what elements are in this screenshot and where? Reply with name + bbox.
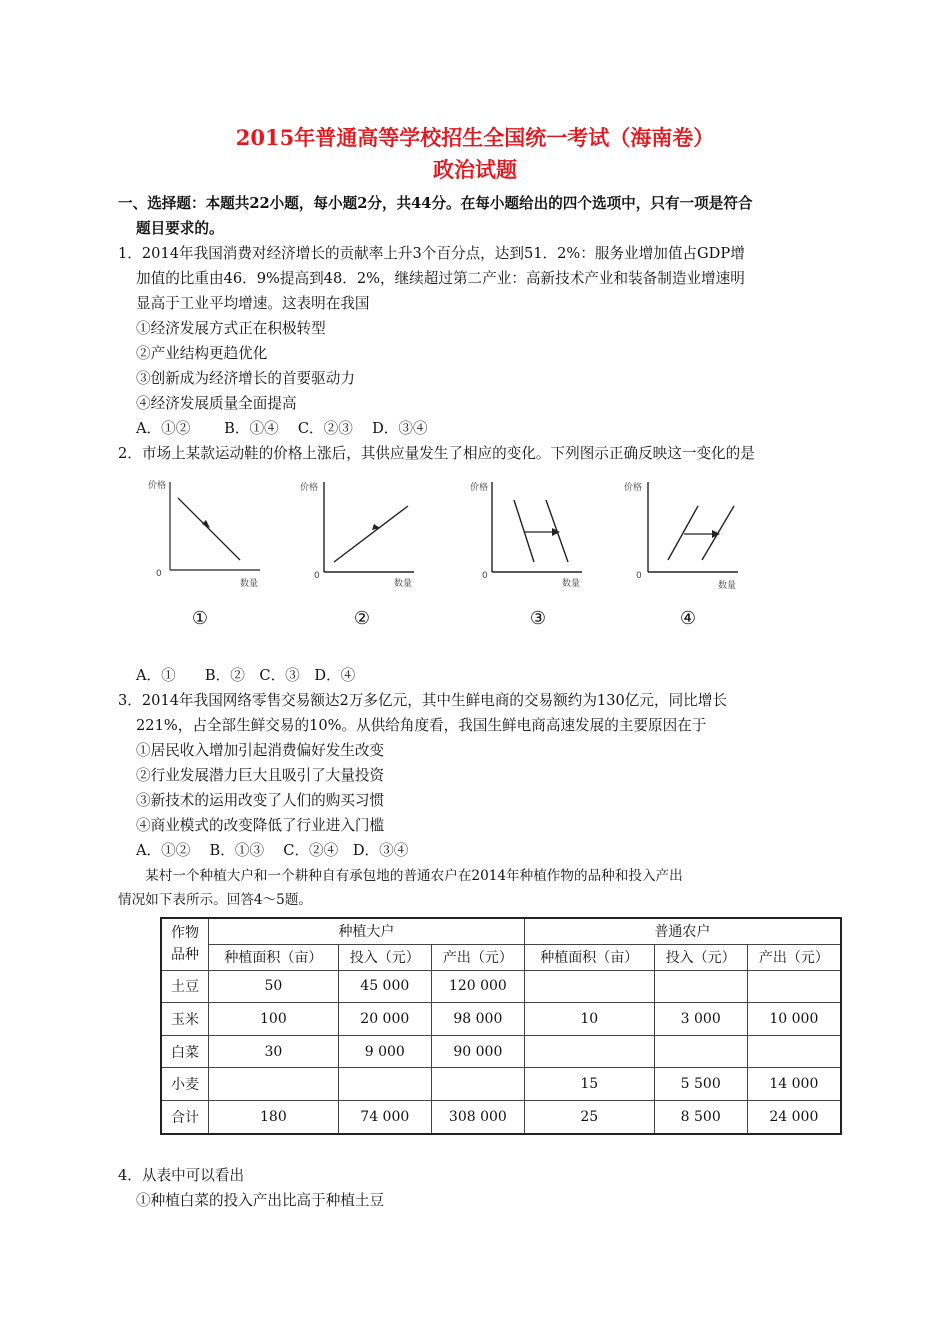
q2-chart-1 — [148, 478, 268, 592]
table-row — [161, 970, 841, 1003]
sub-header: 种植面积（亩） — [524, 944, 654, 970]
table-cell — [338, 1068, 431, 1101]
table-cell: 3 000 — [654, 1003, 747, 1036]
table-cell: 24 000 — [747, 1101, 841, 1134]
table-cell: 15 — [524, 1068, 654, 1101]
x-axis-label: 数量 — [240, 579, 259, 589]
table-row — [161, 1068, 841, 1101]
arrow-head — [372, 524, 380, 530]
q1-option-1: ①经济发展方式正在积极转型 — [136, 320, 326, 337]
q3-option-2: ②行业发展潜力巨大且吸引了大量投资 — [136, 767, 385, 784]
intro45-line1: 某村一个种植大户和一个耕种自有承包地的普通农户在2014年种植作物的品种和投入产出 — [118, 868, 683, 884]
y-axis-label: 价格 — [470, 483, 489, 493]
q2-chart-3 — [470, 478, 590, 592]
demand-curve — [178, 498, 240, 560]
q2-chart-4 — [624, 478, 744, 592]
sub-header: 产出（元） — [747, 944, 841, 970]
table-cell: 50 — [209, 970, 339, 1003]
table-cell: 8 500 — [654, 1101, 747, 1134]
table-row-total — [161, 1101, 841, 1134]
q2-line1: 2．市场上某款运动鞋的价格上涨后，其供应量发生了相应的变化。下列图示正确反映这一变化的是 — [118, 445, 755, 462]
table-row — [161, 1035, 841, 1068]
table-cell — [209, 1068, 339, 1101]
curve-original — [514, 500, 534, 562]
sub-header: 产出（元） — [431, 944, 524, 970]
q1-line1: 1．2014年我国消费对经济增长的贡献率上升3个百分点，达到51．2%：服务业增加值占GDP增 — [118, 245, 745, 262]
table-cell: 30 — [209, 1035, 339, 1068]
group-header-large-farmer: 种植大户 — [209, 918, 525, 944]
q2-chart-1-caption: ① — [191, 608, 209, 629]
table-cell: 25 — [524, 1101, 654, 1134]
table-cell: 120 000 — [431, 970, 524, 1003]
table-cell: 308 000 — [431, 1101, 524, 1134]
table-cell: 90 000 — [431, 1035, 524, 1068]
sub-header: 投入（元） — [338, 944, 431, 970]
section-heading-line2: 题目要求的。 — [136, 220, 224, 237]
q1-option-2: ②产业结构更趋优化 — [136, 345, 268, 362]
q1-answers: A．①② B．①④ C．②③ D．③④ — [136, 420, 428, 437]
y-axis-label: 价格 — [624, 483, 643, 493]
origin-label: 0 — [314, 571, 320, 581]
curve-original — [668, 506, 698, 560]
x-axis-label: 数量 — [394, 579, 413, 589]
crop-name: 白菜 — [161, 1035, 209, 1068]
table-cell: 10 — [524, 1003, 654, 1036]
table-cell: 5 500 — [654, 1068, 747, 1101]
q2-chart-4-caption: ④ — [679, 608, 697, 629]
q2-chart-3-caption: ③ — [529, 608, 547, 629]
q2-chart-2-caption: ② — [353, 608, 371, 629]
section-heading-line1: 一、选择题：本题共22小题，每小题2分，共44分。在每小题给出的四个选项中，只有一项是符合 — [118, 195, 753, 212]
crop-table — [160, 917, 842, 1135]
intro45-line2: 情况如下表所示。回答4～5题。 — [118, 892, 313, 908]
q3-line2: 221%，占全部生鲜交易的10%。从供给角度看，我国生鲜电商高速发展的主要原因在于 — [136, 717, 707, 734]
y-axis-label: 价格 — [148, 481, 167, 491]
origin-label: 0 — [636, 571, 642, 581]
table-cell — [524, 970, 654, 1003]
exam-subtitle: 政治试题 — [433, 157, 517, 182]
crop-name: 合计 — [161, 1101, 209, 1134]
crop-name: 小麦 — [161, 1068, 209, 1101]
y-axis-label: 价格 — [300, 483, 319, 493]
table-row — [161, 1003, 841, 1036]
table-cell: 14 000 — [747, 1068, 841, 1101]
table-cell: 45 000 — [338, 970, 431, 1003]
table-cell: 9 000 — [338, 1035, 431, 1068]
table-cell — [747, 970, 841, 1003]
table-cell: 98 000 — [431, 1003, 524, 1036]
q1-line2: 加值的比重由46．9%提高到48．2%，继续超过第二产业：高新技术产业和装备制造业增速明 — [136, 270, 745, 287]
q3-option-3: ③新技术的运用改变了人们的购买习惯 — [136, 792, 385, 809]
supply-curve — [334, 506, 408, 562]
origin-label: 0 — [482, 571, 488, 581]
q3-option-4: ④商业模式的改变降低了行业进入门槛 — [136, 817, 385, 834]
q4-option-1: ①种植白菜的投入产出比高于种植土豆 — [136, 1192, 385, 1209]
x-axis-label: 数量 — [718, 581, 737, 591]
table-cell: 100 — [209, 1003, 339, 1036]
q3-option-1: ①居民收入增加引起消费偏好发生改变 — [136, 742, 385, 759]
q1-option-4: ④经济发展质量全面提高 — [136, 395, 297, 412]
table-cell — [431, 1068, 524, 1101]
q3-line1: 3．2014年我国网络零售交易额达2万多亿元，其中生鲜电商的交易额约为130亿元，同比增长 — [118, 692, 727, 709]
q2-answers: A．① B．② C．③ D．④ — [136, 667, 356, 684]
table-cell: 74 000 — [338, 1101, 431, 1134]
table-cell — [654, 1035, 747, 1068]
crop-name: 土豆 — [161, 970, 209, 1003]
origin-label: 0 — [156, 569, 162, 579]
q4-line1: 4．从表中可以看出 — [118, 1167, 245, 1184]
group-header-ordinary-farmer: 普通农户 — [524, 918, 841, 944]
sub-header: 种植面积（亩） — [209, 944, 339, 970]
q3-answers: A．①② B．①③ C．②④ D．③④ — [136, 842, 409, 859]
exam-title: 2015年普通高等学校招生全国统一考试（海南卷） — [235, 125, 715, 150]
table-cell: 180 — [209, 1101, 339, 1134]
sub-header: 投入（元） — [654, 944, 747, 970]
table-cell — [654, 970, 747, 1003]
table-corner-header: 作物 品种 — [161, 918, 209, 970]
q1-option-3: ③创新成为经济增长的首要驱动力 — [136, 370, 355, 387]
q1-line3: 显高于工业平均增速。这表明在我国 — [136, 295, 370, 312]
table-cell: 10 000 — [747, 1003, 841, 1036]
x-axis-label: 数量 — [562, 579, 581, 589]
table-cell — [747, 1035, 841, 1068]
crop-name: 玉米 — [161, 1003, 209, 1036]
table-cell: 20 000 — [338, 1003, 431, 1036]
q2-chart-2 — [300, 478, 420, 592]
table-cell — [524, 1035, 654, 1068]
